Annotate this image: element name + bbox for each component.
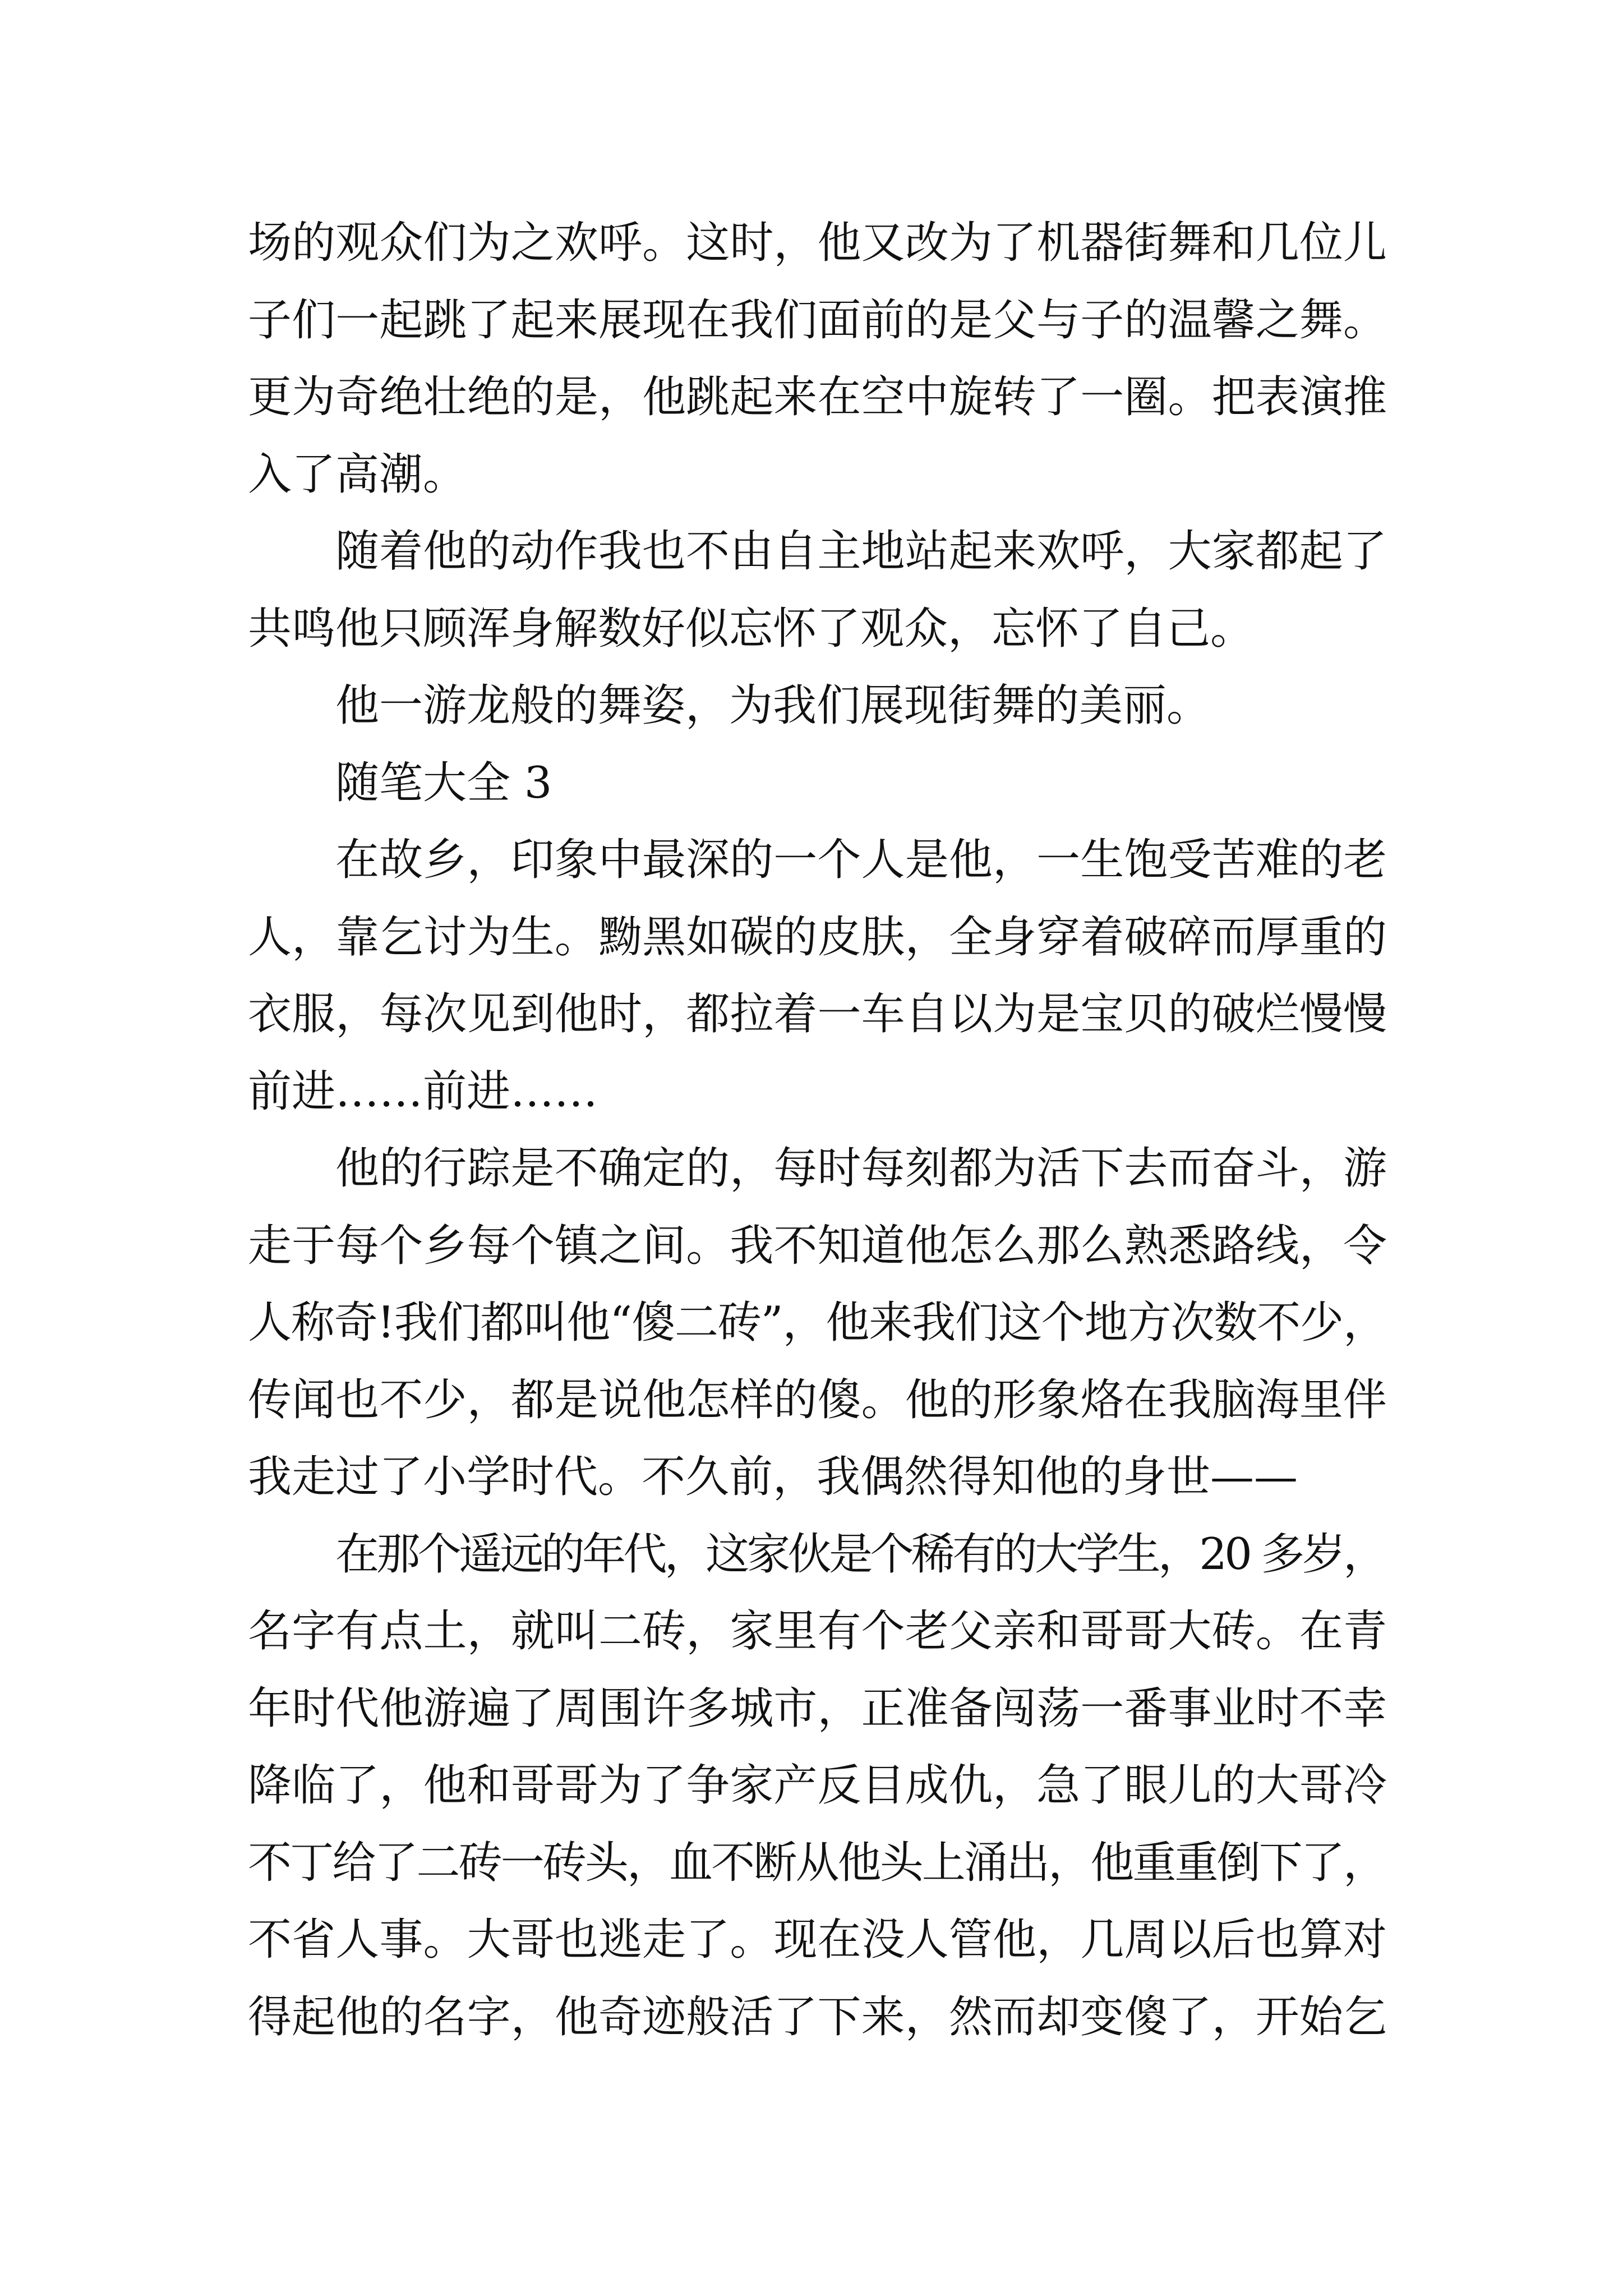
text-line: 降临了，他和哥哥为了争家产反目成仇，急了眼儿的大哥冷 xyxy=(248,1760,1387,1811)
text-line: 更为奇绝壮绝的是，他跳起来在空中旋转了一圈。把表演推 xyxy=(248,372,1387,422)
text-line: 子们一起跳了起来展现在我们面前的是父与子的温馨之舞。 xyxy=(248,295,1387,346)
document-body xyxy=(248,205,1387,2056)
text-line: 不省人事。大哥也逃走了。现在没人管他，几周以后也算对 xyxy=(248,1915,1387,1965)
section-heading xyxy=(248,745,1387,822)
text-line: 场的观众们为之欢呼。这时，他又改为了机器街舞和几位儿 xyxy=(248,218,1387,268)
text-line: 人，靠乞讨为生。黝黑如碳的皮肤，全身穿着破碎而厚重的 xyxy=(248,912,1387,963)
text-line: 入了高潮。 xyxy=(248,449,467,500)
text-line: 人称奇!我们都叫他“傻二砖”，他来我们这个地方次数不少， xyxy=(248,1297,1386,1348)
paragraph xyxy=(248,205,1387,513)
text-line: 年时代他游遍了周围许多城市，正准备闯荡一番事业时不幸 xyxy=(248,1683,1387,1734)
paragraph xyxy=(248,513,1387,668)
paragraph xyxy=(248,822,1387,1130)
text-line: 不丁给了二砖一砖头，血不断从他头上涌出，他重重倒下了， xyxy=(248,1837,1386,1888)
text-line: 他的行踪是不确定的，每时每刻都为活下去而奋斗，游 xyxy=(335,1143,1387,1194)
paragraph xyxy=(248,668,1387,745)
text-line: 前进……前进…… xyxy=(248,1066,598,1117)
text-line: 随笔大全 3 xyxy=(335,757,552,808)
text-line: 在那个遥远的年代，这家伙是个稀有的大学生，20 多岁， xyxy=(335,1529,1385,1580)
text-line: 在故乡，印象中最深的一个人是他，一生饱受苦难的老 xyxy=(335,835,1387,885)
text-line: 传闻也不少，都是说他怎样的傻。他的形象烙在我脑海里伴 xyxy=(248,1374,1387,1425)
text-line: 衣服，每次见到他时，都拉着一车自以为是宝贝的破烂慢慢 xyxy=(248,989,1387,1039)
text-line: 共鸣他只顾浑身解数好似忘怀了观众，忘怀了自己。 xyxy=(248,603,1255,654)
text-line: 我走过了小学时代。不久前，我偶然得知他的身世—— xyxy=(248,1452,1298,1502)
text-line: 他一游龙般的舞姿，为我们展现街舞的美丽。 xyxy=(335,680,1211,731)
text-line: 得起他的名字，他奇迹般活了下来，然而却变傻了，开始乞 xyxy=(248,1991,1387,2042)
paragraph xyxy=(248,1130,1387,1516)
text-line: 名字有点土，就叫二砖，家里有个老父亲和哥哥大砖。在青 xyxy=(248,1606,1387,1657)
text-line: 随着他的动作我也不由自主地站起来欢呼，大家都起了 xyxy=(335,526,1387,577)
text-line: 走于每个乡每个镇之间。我不知道他怎么那么熟悉路线，令 xyxy=(248,1220,1387,1271)
paragraph xyxy=(248,1516,1387,2056)
